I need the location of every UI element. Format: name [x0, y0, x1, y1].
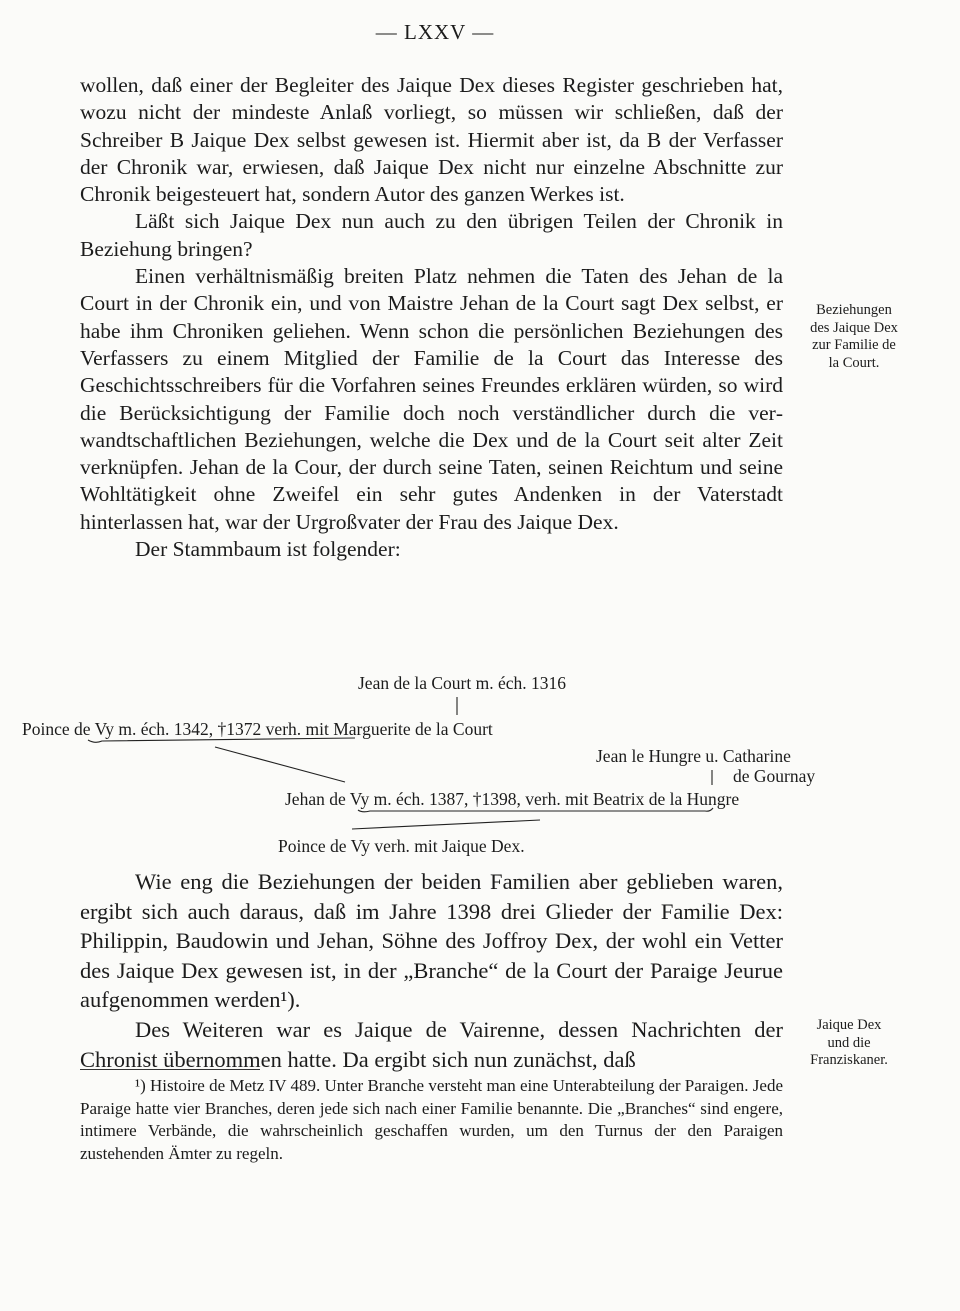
tree-root: Jean de la Court m. éch. 1316 [358, 673, 567, 693]
footnote: ¹) Histoire de Metz IV 489. Unter Branche versteht man eine Unterabteilung der Paraigen. Jede Paraige hatte vier Branches, deren jede sich nach einer Familie benannte. Die „Branches“ sind engere, intimere Verbände, die wahrscheinlich geschaffen wurden, um den Turnus der den Paraigen zustehenden Ämter zu regeln. [80, 1076, 783, 1163]
paragraph: Des Weiteren war es Jaique de Vairenne, dessen Nachrichten der Chronist übernommen hatte. Da ergibt sich nun zunächst, daß [80, 1016, 783, 1072]
paragraph: Einen verhältnismäßig breiten Platz nehmen die Taten des Jehan de la Court in der Chronik ein, und von Maistre Jehan de la Court sagt Dex selbst, er habe ihm Chroniken geliehen. Wenn schon die persönlichen Beziehungen des Verfassers zu einem Mitglied der Familie de la Court das Interesse des Geschichtsschreibers für die Vorfahren seines Freundes erklären würden, so wird die Berücksichtigung der Familie doch noch verständlicher durch die verwandtschaftlichen Beziehungen, welche die Dex und de la Court seit alter Zeit verknüpfen. Jehan de la Cour, der durch seine Taten, seinen Reichtum und seine Wohltätigkeit ohne Zweifel ein sehr gutes Andenken in der Vaterstadt hinterlassen hat, war der Urgroßvater der Frau des Jaique Dex. [80, 264, 783, 534]
footnote-divider [80, 1069, 260, 1070]
margin-note-family-relations: Beziehungen des Jaique Dex zur Familie de la Court. [810, 302, 898, 371]
tree-generation-2: Poince de Vy m. éch. 1342, †1372 verh. mit Marguerite de la Court [22, 719, 493, 739]
paragraph: Wie eng die Beziehungen der beiden Familien aber geblieben waren, ergibt sich auch daraus, daß im Jahre 1398 drei Glieder der Familie Dex: Philippin, Baudowin und Jehan, Söhne des Joffroy Dex, der wohl ein Vetter des Jaique Dex gewesen ist, in der „Branche“ de la Court der Paraige Jeurue aufgenommen werden¹). [80, 869, 783, 1013]
paragraph: Der Stammbaum ist folgender: [135, 537, 401, 562]
paragraph: wollen, daß einer der Begleiter des Jaique Dex dieses Register geschrieben hat, wozu nicht der mindeste Anlaß vorliegt, so müssen wir schließen, daß der Schreiber B Jaique Dex selbst gewesen ist. Hiermit aber ist, da B der Verfasser der Chronik war, erwiesen, daß Jaique Dex nicht nur einzelne Abschnitte zur Chronik beigesteuert hat, sondern Autor des ganzen Werkes ist. [80, 73, 783, 207]
page-number: — LXXV — [375, 20, 495, 44]
tree-spouse-parents: Jean le Hungre u. Catharine [596, 746, 791, 766]
tree-generation-4: Poince de Vy verh. mit Jaique Dex. [278, 836, 525, 856]
tree-spouse-parents-cont: de Gournay [733, 766, 816, 786]
margin-note-franciscans: Jaique Dex und die Franziskaner. [810, 1017, 888, 1068]
paragraph: Läßt sich Jaique Dex nun auch zu den übrigen Teilen der Chronik in Beziehung bringen? [80, 209, 783, 261]
main-text-lower [80, 867, 783, 1074]
tree-generation-3: Jehan de Vy m. éch. 1387, †1398, verh. mit Beatrix de la Hungre [285, 789, 740, 809]
